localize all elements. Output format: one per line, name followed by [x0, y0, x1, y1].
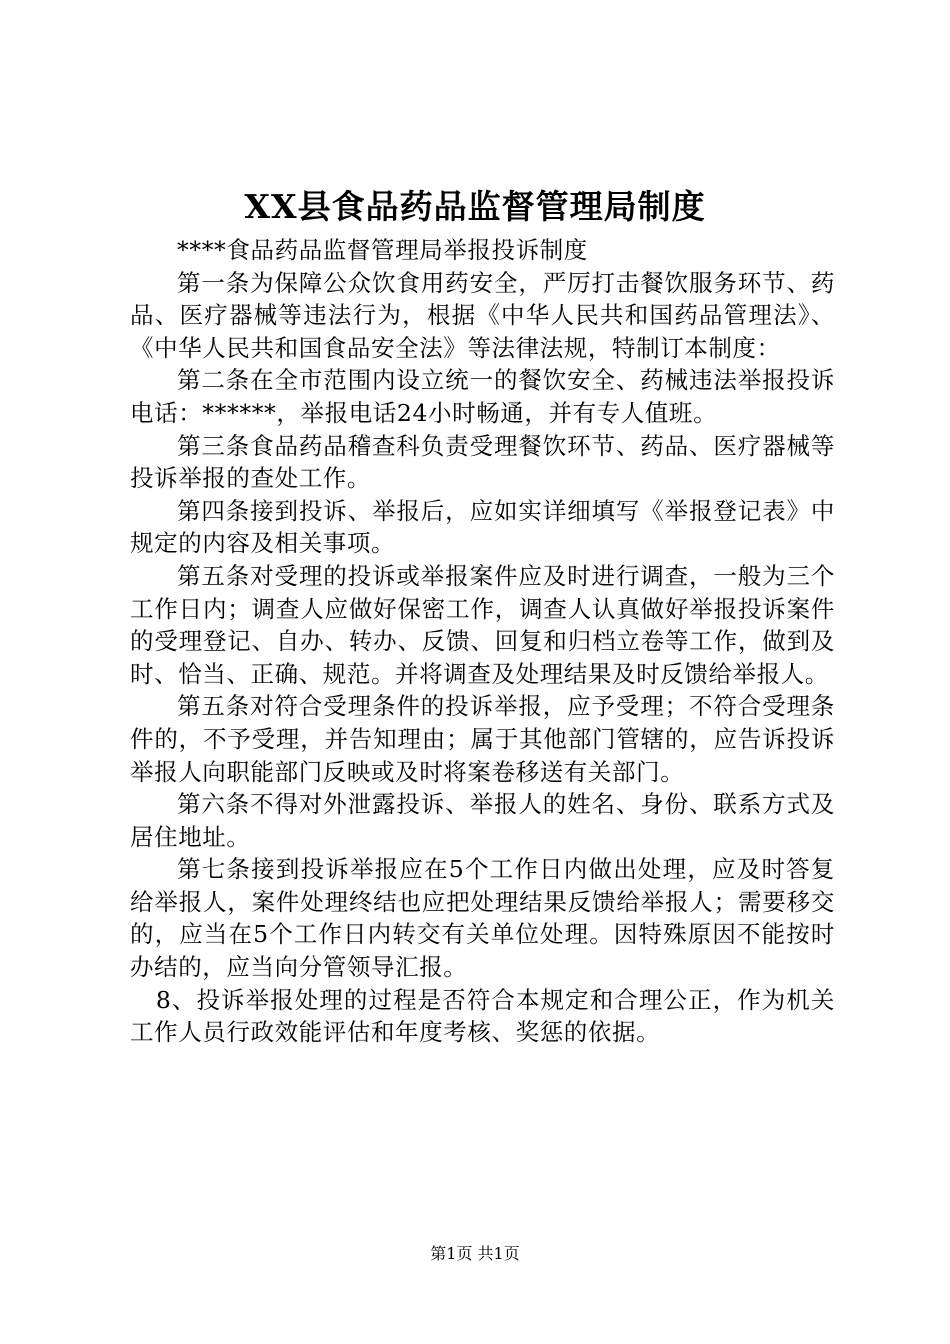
- document-subtitle: ****食品药品监督管理局举报投诉制度: [177, 236, 588, 264]
- article-1: 第一条为保障公众饮食用药安全，严厉打击餐饮服务环节、药品、医疗器械等违法行为，根据《中华人民共和国药品管理法》、《中华人民共和国食品安全法》等法律法规，特制订本制度：: [130, 268, 835, 362]
- article-3: 第三条食品药品稽查科负责受理餐饮环节、药品、医疗器械等投诉举报的查处工作。: [130, 431, 835, 493]
- article-4: 第四条接到投诉、举报后，应如实详细填写《举报登记表》中规定的内容及相关事项。: [130, 496, 835, 558]
- article-5a: 第五条对受理的投诉或举报案件应及时进行调查，一般为三个工作日内；调查人应做好保密工作，调查人认真做好举报投诉案件的受理登记、自办、转办、反馈、回复和归档立卷等工作，做到及时、恰当、正确、规范。并将调查及处理结果及时反馈给举报人。: [130, 561, 835, 688]
- article-6: 第六条不得对外泄露投诉、举报人的姓名、身份、联系方式及居住地址。: [130, 790, 835, 851]
- article-8: 8、投诉举报处理的过程是否符合本规定和合理公正，作为机关工作人员行政效能评估和年度考核、奖惩的依据。: [130, 985, 835, 1047]
- page-footer: 第1页 共1页: [430, 1244, 520, 1263]
- article-7: 第七条接到投诉举报应在5个工作日内做出处理，应及时答复给举报人，案件处理终结也应把处理结果反馈给举报人；需要移交的，应当在5个工作日内转交有关单位处理。因特殊原因不能按时办结的，应当向分管领导汇报。: [130, 855, 835, 982]
- document-body: [130, 234, 835, 1049]
- article-2: 第二条在全市范围内设立统一的餐饮安全、药械违法举报投诉电话：******，举报电话24小时畅通，并有专人值班。: [130, 366, 835, 427]
- document-title: XX县食品药品监督管理局制度: [244, 187, 706, 226]
- article-5b: 第五条对符合受理条件的投诉举报，应予受理；不符合受理条件的，不予受理，并告知理由；属于其他部门管辖的，应告诉投诉举报人向职能部门反映或及时将案卷移送有关部门。: [130, 692, 835, 786]
